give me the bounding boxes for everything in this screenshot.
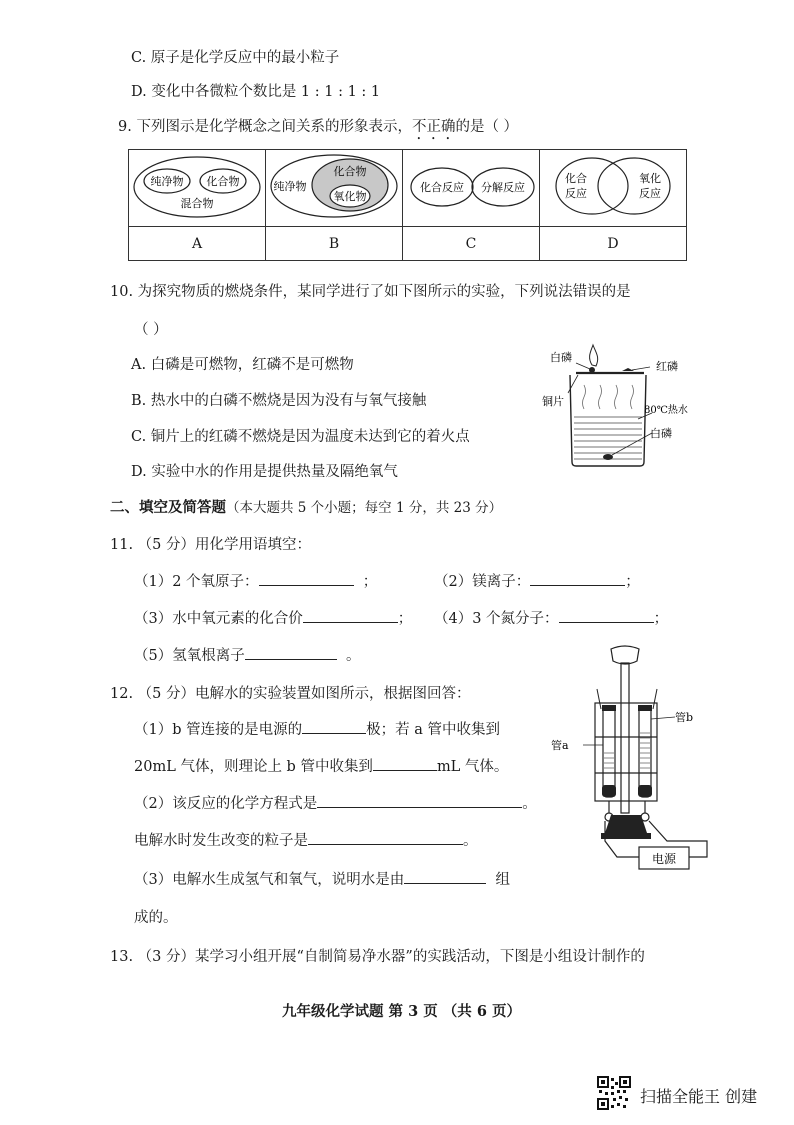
- diagram-a-inner1: 纯净物: [150, 175, 184, 188]
- q9-stem: [118, 115, 518, 143]
- q9-diagram-d: [540, 150, 687, 227]
- diagram-a-inner2: 化合物: [206, 175, 240, 188]
- q11-semicolon-1: ；: [362, 574, 378, 590]
- q12-blank-4[interactable]: [308, 830, 463, 845]
- q9-concept-table: [128, 149, 687, 261]
- diagram-d-right-1: 氧化: [639, 172, 661, 185]
- q10-option-a: A. 白磷是可燃物，红磷不是可燃物: [131, 357, 354, 373]
- q11-item-1: [134, 570, 377, 591]
- q12-p2a: （2）该反应的化学方程式是: [134, 796, 318, 812]
- section-2-heading: [110, 496, 502, 517]
- q11-item-5-text: （5）氢氧根离子: [134, 648, 245, 664]
- q8-option-d: D. 变化中各微粒个数比是 1 : 1 : 1 : 1: [131, 84, 381, 100]
- label-red-p: 红磷: [656, 360, 678, 373]
- q12-p1b: 极；若 a 管中收集到: [366, 722, 500, 738]
- q12-blank-3[interactable]: [317, 793, 522, 808]
- label-power: 电源: [651, 852, 677, 866]
- label-tube-a: 管a: [551, 739, 569, 752]
- label-white-p-top: 白磷: [550, 351, 572, 364]
- diagram-c-left: 化合反应: [420, 181, 464, 194]
- q12-p2b: 电解水时发生改变的粒子是: [134, 833, 308, 849]
- q11-item-1-text: （1）2 个氧原子：: [134, 574, 259, 590]
- q10-option-b: B. 热水中的白磷不燃烧是因为没有与氧气接触: [131, 393, 427, 409]
- scanner-watermark-label: 扫描全能王 创建: [640, 1087, 758, 1106]
- q12-p3a: （3）电解水生成氢气和氧气，说明水是由: [134, 872, 405, 888]
- q11-item-3-text: （3）水中氧元素的化合价: [134, 611, 303, 627]
- diagram-d-svg: [540, 150, 686, 222]
- q12-period-2: 。: [463, 833, 478, 849]
- q12-p3-line1: [134, 868, 510, 889]
- q9-diagram-a: [129, 150, 266, 227]
- label-copper: 铜片: [542, 395, 564, 408]
- q10-paren: （ ）: [134, 322, 168, 338]
- q10-stem: 10. 为探究物质的燃烧条件，某同学进行了如下图所示的实验，下列说法错误的是: [110, 284, 631, 300]
- diagram-b-inner: 氧化物: [333, 190, 367, 203]
- diagram-d-left-2: 反应: [565, 187, 587, 200]
- q11-item-4: [434, 607, 668, 628]
- section-2-title: 二、填空及简答题: [110, 499, 226, 516]
- diagram-b-svg: [266, 150, 402, 222]
- q12-p2-line2: [134, 829, 478, 850]
- q13-stem: 13. （3 分）某学习小组开展“自制简易净水器”的实践活动，下图是小组设计制作的: [110, 949, 645, 965]
- q9-label-d: D: [540, 227, 687, 261]
- q11-period: 。: [345, 648, 361, 664]
- q11-blank-5[interactable]: [245, 645, 337, 660]
- q12-p1c: 20mL 气体，则理论上 b 管中收集到: [134, 759, 373, 775]
- q12-stem: 12. （5 分）电解水的实验装置如图所示，根据图回答：: [110, 686, 471, 702]
- q9-stem-emphasis: 不正确: [411, 119, 456, 135]
- diagram-c-svg: [403, 150, 539, 222]
- q12-blank-5[interactable]: [404, 869, 486, 884]
- q11-semicolon-4: ；: [653, 611, 669, 627]
- q9-label-a: A: [129, 227, 266, 261]
- q11-blank-2[interactable]: [530, 571, 625, 586]
- label-white-p-bottom: 白磷: [650, 427, 672, 440]
- q12-p2-line1: [134, 792, 537, 813]
- combustion-experiment-figure: [540, 345, 720, 470]
- q9-label-c: C: [403, 227, 540, 261]
- q9-stem-before: 9. 下列图示是化学概念之间关系的形象表示，: [118, 119, 412, 135]
- q10-option-c: C. 铜片上的红磷不燃烧是因为温度未达到它的着火点: [131, 429, 470, 445]
- q12-blank-1[interactable]: [302, 719, 366, 734]
- diagram-d-left-1: 化合: [565, 172, 587, 185]
- diagram-a-outer: 混合物: [180, 197, 214, 210]
- q11-stem: 11. （5 分）用化学用语填空：: [110, 537, 312, 553]
- q12-p1d: mL 气体。: [436, 759, 509, 775]
- q12-p1-line1: [134, 718, 500, 739]
- q11-semicolon-3: ；: [397, 611, 413, 627]
- q11-item-4-text: （4）3 个氮分子：: [434, 611, 559, 627]
- q11-blank-4[interactable]: [559, 608, 654, 623]
- q9-stem-after: 的是（ ）: [455, 119, 519, 135]
- q11-blank-1[interactable]: [259, 571, 354, 586]
- electrolysis-apparatus-figure: [551, 645, 715, 875]
- q11-item-5: [134, 644, 360, 665]
- diagram-c-right: 分解反应: [481, 181, 525, 194]
- q12-p1-line2: [134, 755, 508, 776]
- q8-option-c: C. 原子是化学反应中的最小粒子: [131, 50, 340, 66]
- q11-item-2: [434, 570, 640, 591]
- q12-p3c: 成的。: [134, 910, 178, 926]
- diagram-b-outer: 纯净物: [273, 180, 307, 193]
- label-hot-water: 80℃热水: [644, 405, 688, 416]
- diagram-b-mid: 化合物: [333, 165, 367, 178]
- diagram-a-svg: [129, 150, 265, 222]
- q12-p3b: 组: [495, 872, 510, 888]
- section-2-note: （本大题共 5 个小题；每空 1 分，共 23 分）: [226, 500, 503, 516]
- diagram-d-right-2: 反应: [639, 187, 661, 200]
- page-footer: 九年级化学试题 第 3 页 （共 6 页）: [282, 1003, 521, 1020]
- q11-semicolon-2: ；: [625, 574, 640, 590]
- q9-label-b: B: [266, 227, 403, 261]
- q12-blank-2[interactable]: [373, 756, 437, 771]
- q12-p1a: （1）b 管连接的是电源的: [134, 722, 303, 738]
- q10-option-d: D. 实验中水的作用是提供热量及隔绝氧气: [131, 464, 398, 480]
- q12-period-1: 。: [522, 796, 537, 812]
- qr-code-icon: [597, 1076, 631, 1110]
- q11-blank-3[interactable]: [303, 608, 398, 623]
- label-tube-b: 管b: [675, 711, 694, 724]
- q11-item-3: [134, 607, 412, 628]
- q9-diagram-c: [403, 150, 540, 227]
- q9-diagram-b: [266, 150, 403, 227]
- q11-item-2-text: （2）镁离子：: [434, 574, 531, 590]
